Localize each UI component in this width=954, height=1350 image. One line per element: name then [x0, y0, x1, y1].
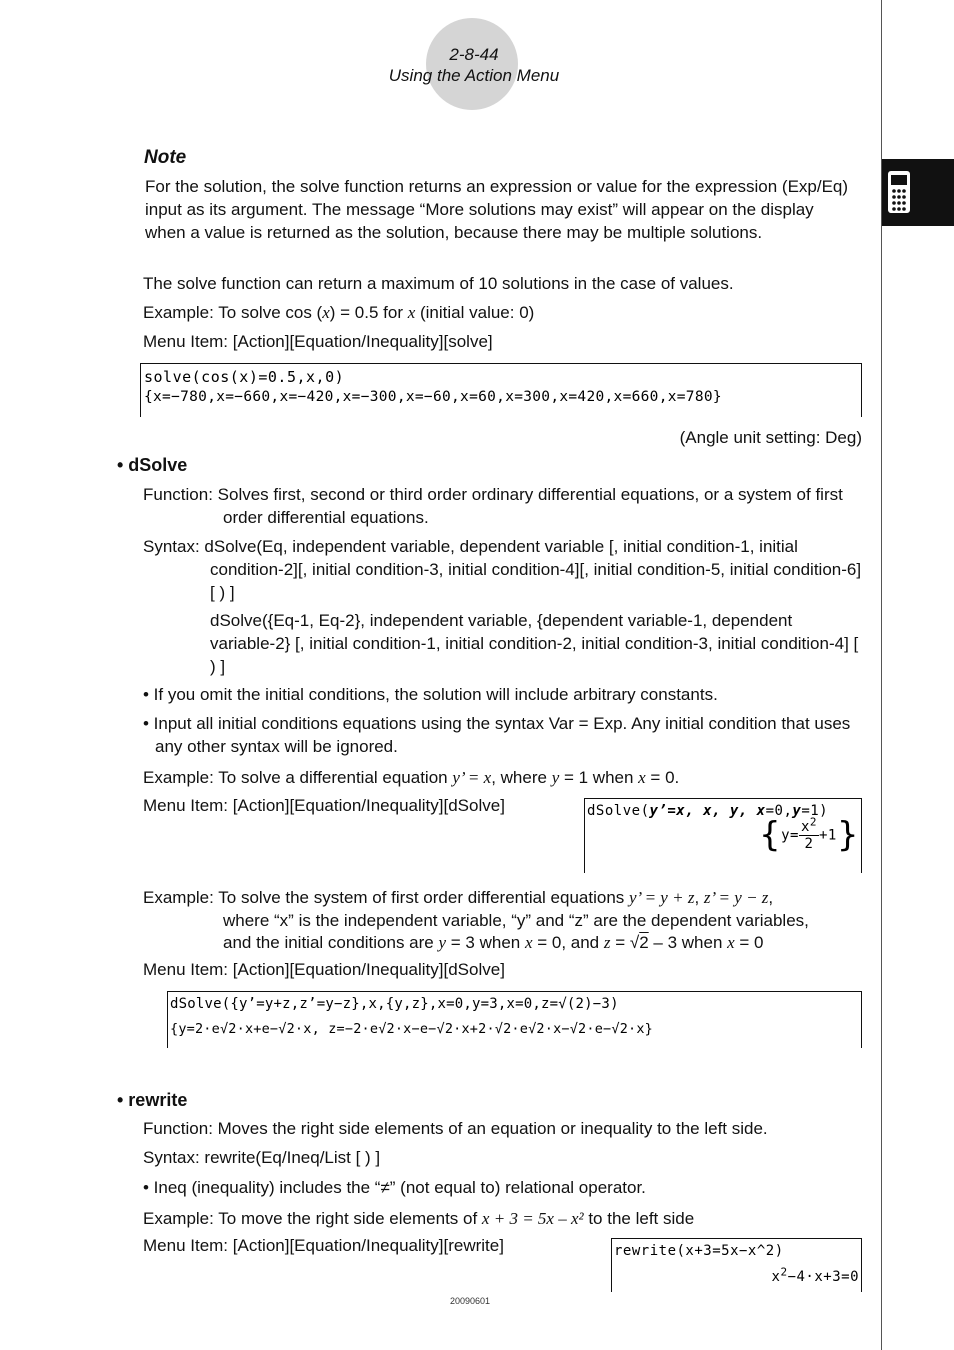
solve-menu-item: Menu Item: [Action][Equation/Inequality][solve]	[143, 332, 493, 351]
dsolve-example-2: Example: To solve the system of first order differential equations y’ = y + z, z’ = y − z,	[143, 888, 774, 907]
page-number: 2-8-44	[449, 45, 499, 64]
solve-screen-result: {x=−780,x=−660,x=−420,x=−300,x=−60,x=60,x=300,x=420,x=660,x=780}	[144, 389, 722, 405]
dsolve-screen-2	[167, 991, 862, 1048]
angle-unit-note: (Angle unit setting: Deg)	[679, 428, 862, 447]
solve-example: Example: To solve cos (x) = 0.5 for x (initial value: 0)	[143, 303, 535, 322]
solve-max-solutions: The solve function can return a maximum of 10 solutions in the case of values.	[143, 274, 734, 293]
rewrite-heading: • rewrite	[117, 1090, 188, 1110]
dsolve-bullet-2: • Input all initial conditions equations using the syntax Var = Exp. Any initial condition that uses any other syntax will be ignored.	[143, 714, 851, 756]
dsolve-syntax-2: dSolve({Eq-1, Eq-2}, independent variable, {dependent variable-1, dependent variable-2} [, initial condition-1, initial condition-2, initial condition-3, initial condition-4] [ ) ]	[210, 611, 859, 676]
rewrite-function: Function: Moves the right side elements of an equation or inequality to the left side.	[143, 1119, 768, 1138]
footer-code: 20090601	[449, 1296, 491, 1306]
dsolve-syntax-1: Syntax: dSolve(Eq, independent variable, dependent variable [, initial condition-1, initial condition-2][, initial condition-3, initial condition-4][, initial condition-5, initial condition-6] [ ) ]	[143, 537, 862, 602]
rewrite-menu-item: Menu Item: [Action][Equation/Inequality][rewrite]	[143, 1236, 504, 1255]
calculator-icon	[887, 170, 911, 214]
dsolve-menu-item-1: Menu Item: [Action][Equation/Inequality][dSolve]	[143, 796, 505, 815]
rewrite-example: Example: To move the right side elements of x + 3 = 5x – x² to the left side	[143, 1209, 695, 1228]
dsolve-screen-1-input: dSolve(y’=x, x, y, x=0,y=1)	[587, 803, 829, 819]
rewrite-screen	[611, 1238, 862, 1292]
note-heading: Note	[144, 147, 187, 168]
dsolve-example-1: Example: To solve a differential equation y’ = x, where y = 1 when x = 0.	[143, 768, 680, 787]
dsolve-bullet-1: • If you omit the initial conditions, the solution will include arbitrary constants.	[143, 685, 718, 704]
dsolve-menu-item-2: Menu Item: [Action][Equation/Inequality][dSolve]	[143, 960, 505, 979]
dsolve-example-2-line-3: and the initial conditions are y = 3 when x = 0, and z = √2 – 3 when x = 0	[223, 933, 764, 952]
dsolve-heading: • dSolve	[117, 455, 188, 475]
dsolve-screen-2-result: {y=2·e√2·x+e−√2·x, z=−2·e√2·x−e−√2·x+2·√2·e√2·x−√2·e−√2·x}	[170, 1021, 654, 1037]
rewrite-syntax: Syntax: rewrite(Eq/Ineq/List [ ) ]	[143, 1148, 381, 1167]
dsolve-screen-1	[584, 798, 862, 873]
rewrite-screen-input: rewrite(x+3=5x−x^2)	[614, 1243, 784, 1259]
solve-screen	[140, 363, 862, 417]
page-title: Using the Action Menu	[388, 66, 560, 85]
rewrite-bullet: • Ineq (inequality) includes the “≠” (not equal to) relational operator.	[143, 1178, 646, 1197]
note-body: For the solution, the solve function returns an expression or value for the expression (Exp/Eq) input as its argument. The message “More solutions may exist” will appear on the display when a value is returned as the solution, because there may be multiple solutions.	[145, 177, 849, 242]
rewrite-screen-result: $x^2-4\cdot x+3=0$	[771, 1265, 859, 1285]
dsolve-example-2-line-2: where “x” is the independent variable, “y” and “z” are the dependent variables,	[223, 911, 809, 930]
dsolve-function: Function: Solves first, second or third order ordinary differential equations, or a system of first order differential equations.	[143, 485, 843, 527]
solve-screen-input: solve(cos(x)=0.5,x,0)	[144, 368, 345, 386]
dsolve-screen-2-input: dSolve({y’=y+z,z’=y−z},x,{y,z},x=0,y=3,x=0,z=√(2)−3)	[170, 996, 619, 1012]
dsolve-screen-1-result: {y= $\frac{x^2}{2}$ +1}	[758, 815, 859, 855]
